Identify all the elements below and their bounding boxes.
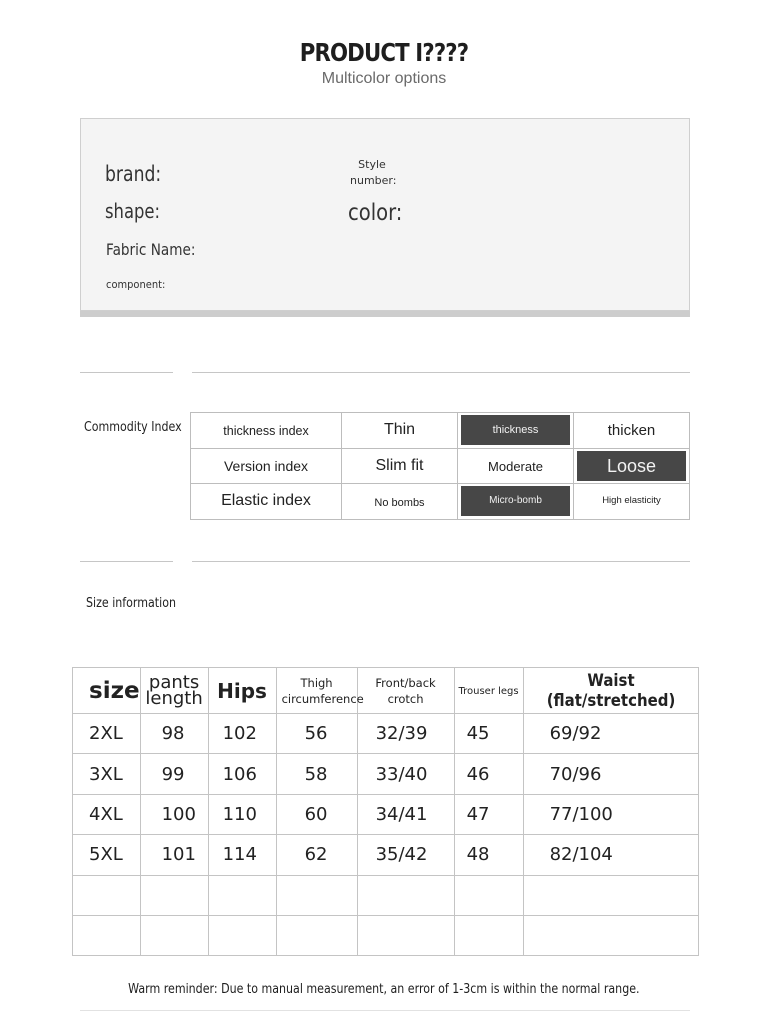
commodity-index-label: Commodity Index — [84, 420, 182, 435]
cell — [523, 915, 698, 955]
cell: 58 — [276, 754, 357, 794]
commodity-row — [191, 413, 690, 449]
cell: 35/42 — [357, 835, 454, 875]
cell: 60 — [276, 794, 357, 834]
cell: 33/40 — [357, 754, 454, 794]
cell: 56 — [276, 714, 357, 754]
cell — [276, 875, 357, 915]
warm-reminder: Warm reminder: Due to manual measurement, an error of 1-3cm is within the normal range. — [128, 982, 640, 997]
cell: 99 — [140, 754, 208, 794]
cell: 5XL — [73, 835, 141, 875]
style-number-label — [350, 157, 397, 189]
page-title: PRODUCT I???? — [299, 38, 469, 67]
cell: 45 — [454, 714, 523, 754]
cell — [73, 915, 141, 955]
header-waist: Waist (flat/stretched) — [523, 668, 698, 714]
commodity-row — [191, 448, 690, 484]
cell: 101 — [140, 835, 208, 875]
cell: 47 — [454, 794, 523, 834]
cell — [454, 875, 523, 915]
cell: 48 — [454, 835, 523, 875]
header-thigh: Thigh circumference — [276, 668, 357, 714]
fabric-name-label: Fabric Name: — [106, 240, 196, 259]
cell: 32/39 — [357, 714, 454, 754]
cell — [140, 915, 208, 955]
divider-right — [192, 561, 690, 562]
commodity-option: Slim fit — [342, 448, 458, 484]
footer-divider — [80, 1010, 690, 1011]
commodity-option-selected: thickness — [458, 413, 574, 449]
cell — [523, 875, 698, 915]
commodity-row-label: Version index — [191, 448, 342, 484]
cell — [208, 915, 276, 955]
cell — [357, 875, 454, 915]
cell: 98 — [140, 714, 208, 754]
cell — [140, 875, 208, 915]
header-hips: Hips — [208, 668, 276, 714]
size-table-row — [73, 835, 699, 875]
cell: 2XL — [73, 714, 141, 754]
color-label: color: — [348, 200, 403, 226]
cell — [208, 875, 276, 915]
cell: 70/96 — [523, 754, 698, 794]
cell — [357, 915, 454, 955]
size-table-row — [73, 794, 699, 834]
cell: 62 — [276, 835, 357, 875]
commodity-option: High elasticity — [574, 484, 690, 520]
cell: 34/41 — [357, 794, 454, 834]
cell: 3XL — [73, 754, 141, 794]
component-label: component: — [106, 278, 166, 291]
header-size: size — [73, 668, 141, 714]
cell: 106 — [208, 754, 276, 794]
cell: 69/92 — [523, 714, 698, 754]
cell: 100 — [140, 794, 208, 834]
size-table-header — [73, 668, 699, 714]
commodity-option-selected: Micro-bomb — [458, 484, 574, 520]
commodity-option: Thin — [342, 413, 458, 449]
info-box-shadow — [80, 311, 690, 317]
cell: 102 — [208, 714, 276, 754]
cell: 82/104 — [523, 835, 698, 875]
size-table-row — [73, 754, 699, 794]
divider-right — [192, 372, 690, 373]
shape-label: shape: — [105, 199, 161, 223]
cell: 46 — [454, 754, 523, 794]
header-pants-length: pants length — [140, 668, 208, 714]
cell: 77/100 — [523, 794, 698, 834]
commodity-index-table — [190, 412, 690, 520]
style-number-line2: number: — [350, 174, 397, 187]
cell: 4XL — [73, 794, 141, 834]
commodity-option: Moderate — [458, 448, 574, 484]
size-table-row-empty — [73, 875, 699, 915]
size-table — [72, 667, 699, 956]
size-information-label: Size information — [86, 596, 176, 611]
commodity-row-label: Elastic index — [191, 484, 342, 520]
header-trouser-legs: Trouser legs — [454, 668, 523, 714]
commodity-row — [191, 484, 690, 520]
divider-left — [80, 372, 173, 373]
commodity-option: thicken — [574, 413, 690, 449]
style-number-line1: Style — [358, 158, 386, 171]
cell: 110 — [208, 794, 276, 834]
commodity-option-selected: Loose — [574, 448, 690, 484]
divider-left — [80, 561, 173, 562]
size-table-row — [73, 714, 699, 754]
commodity-option: No bombs — [342, 484, 458, 520]
header-crotch: Front/back crotch — [357, 668, 454, 714]
page-subtitle: Multicolor options — [321, 70, 447, 87]
cell — [276, 915, 357, 955]
cell: 114 — [208, 835, 276, 875]
cell — [454, 915, 523, 955]
brand-label: brand: — [105, 162, 162, 186]
size-table-row-empty — [73, 915, 699, 955]
commodity-row-label: thickness index — [191, 413, 342, 449]
cell — [73, 875, 141, 915]
